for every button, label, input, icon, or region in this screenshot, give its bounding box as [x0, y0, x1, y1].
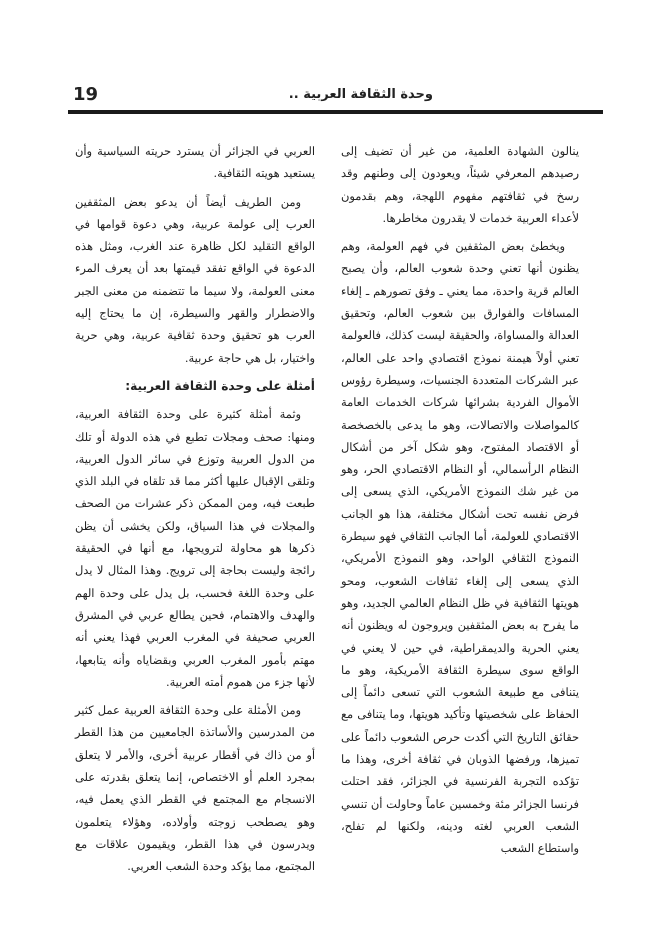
paragraph: العربي في الجزائر أن يسترد حريته السياسية وأن يستعيد هويته الثقافية. [75, 144, 315, 181]
section-heading: أمثلة على وحدة الثقافة العربية: [125, 378, 315, 393]
paragraph: ينالون الشهادة العلمية، من غير أن تضيف إلى رصيدهم المعرفي شيئاً، ويعودون إلى وطنهم وقد رسخ في ثقافتهم مفهوم اللهجة، وهم بقدمون لأعداء العربية خدمات لا يقدرون مخاطرها. [341, 144, 579, 225]
paragraph: ومن الطريف أيضاً أن يدعو بعض المثقفين العرب إلى عولمة عربية، وهي دعوة قوامها في الواقع التقليد لكل ظاهرة عند الغرب، ومثل هذه الدعوة في الواقع تفقد قيمتها بعد أن يعرف المرء معنى العولمة، ولا سيما ما تتضمنه من معنى الجبر والاضطرار والقهر والسيطرة، إن ما يحتاج إليه العرب هو تحقيق وحدة ثقافية عربية، وهي حرية واختيار، بل هي حاجة عربية. [75, 194, 315, 365]
running-header-title: وحدة الثقافة العربية .. [288, 87, 433, 102]
header-divider [68, 110, 603, 114]
paragraph: وثمة أمثلة كثيرة على وحدة الثقافة العربية، ومنها: صحف ومجلات تطبع في هذه الدولة أو تلك من الدول العربية وتوزع في سائر الدول العربية، وتلقى الإقبال عليها أكثر مما قد تلقاه في البلد الذي طبعت فيه، ومن الممكن ذكر عشرات من الصحف والمجلات في هذا السياق، ولكن يخشى أن يظن ذكرها هو محاولة لترويجها، مع أنها في الحقيقة رائجة وليست بحاجة إلى ترويج. وهذا المثال لا يدل على وحدة اللغة فحسب، بل يدل على وحدة الهم والهدف والاهتمام، فحين يطالع عربي في المشرق العربي صحيفة في المغرب العربي فهذا يعني أنه مهتم بأمور المغرب العربي وبقضاياه وأنه يتابعها، لأنها جزء من هموم أمته العربية. [75, 407, 315, 689]
paragraph: ويخطئ بعض المثقفين في فهم العولمة، وهم يظنون أنها تعني وحدة شعوب العالم، وأن يصبح العالم قرية واحدة، مما يعني ـ وفق تصورهم ـ إلغاء المسافات والفوارق بين شعوب العالم، وتحقيق العدالة والمساواة، والحقيقة ليست كذلك، فالعولمة تعني أولاً هيمنة نموذج اقتصادي واحد على العالم، عبر الشركات المتعددة الجنسيات، وسيطرة رؤوس الأموال الفردية بشرائها شركات الخدمات العامة كالمواصلات والاتصالات، وهو ما يدعى بالخصخصة أو الاقتصاد المفتوح، وهو شكل آخر من أشكال النظام الرأسمالي، أو النظام الاقتصادي الحر، وهو من غير شك النموذج الأمريكي، الذي يسعى إلى فرض نفسه تحت أشكال مختلفة، هذا هو الجانب الاقتصادي للعولمة، أما الجانب الثقافي فهو سيطرة النموذج الثقافي الواحد، وهو النموذج الأمريكي، الذي يسعى إلى إلغاء ثقافات الشعوب، ومحو هويتها الثقافية في ظل النظام العالمي الجديد، وهو ما يفرح به بعض المثقفين ويروجون له ويظنون أنه يعني الحرية والديمقراطية، في حين لا يعني في الواقع سوى سيطرة الثقافة الأمريكية، وهو ما يتنافى مع طبيعة الشعوب التي تسعى دائماً إلى الحفاظ على شخصيتها وتأكيد هويتها، وما يتنافى مع حقائق التاريخ التي أكدت حرص الشعوب دائماً على تميزها، ورفضها الذوبان في ثقافة أخرى، وهذا ما تؤكده التجربة الفرنسية في الجزائر، فقد احتلت فرنسا الجزائر مئة وخمسين عاماً وحاولت أن تنسي الشعب العربي لغته ودينه، ولكنها لم تفلح، واستطاع الشعب [341, 239, 579, 856]
right-column [341, 140, 579, 866]
page-number: 19 [73, 84, 99, 105]
paragraph: ومن الأمثلة على وحدة الثقافة العربية عمل كثير من المدرسين والأساتذة الجامعيين من هذا القطر أو من ذاك في أقطار عربية أخرى، والأمر لا يتعلق بمجرد العلم أو الاختصاص، إنما يتعلق بقدرته على الانسجام مع المجتمع في القطر الذي يعمل فيه، وهو يصطحب زوجته وأولاده، وهؤلاء يتعلمون ويدرسون في هذا القطر، ويقيمون علاقات مع المجتمع، مما يؤكد وحدة الشعب العربي. [75, 703, 315, 874]
left-column [75, 140, 315, 884]
